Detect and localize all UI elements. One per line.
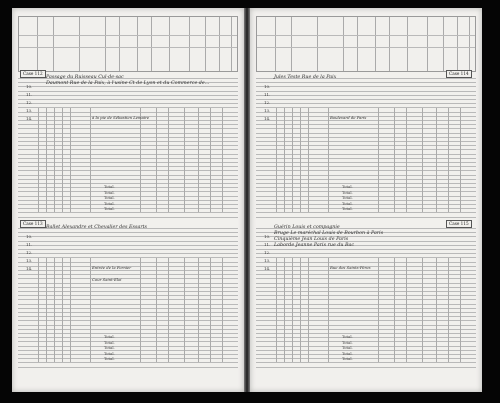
header-divider <box>317 17 318 71</box>
ruled-line <box>18 333 238 334</box>
ruled-line <box>256 133 476 134</box>
row-text: Boulevard de Paris <box>330 115 367 120</box>
ruled-line <box>18 299 238 300</box>
row-cue: 11. <box>26 92 33 97</box>
header-divider <box>457 17 458 71</box>
ruled-line <box>18 249 238 250</box>
handwritten-entry: Ballet Alexandre et Chevalier des Essarts <box>46 225 148 230</box>
ruled-line <box>18 262 238 263</box>
ruled-line <box>256 358 476 359</box>
grid-column <box>436 108 437 212</box>
ruled-line <box>18 107 238 108</box>
register-header <box>18 16 238 72</box>
handwritten-entry: Bruge Le maréchal Louis de Bourbon à Paris <box>274 231 384 236</box>
ruled-line <box>256 350 476 351</box>
grid-column <box>184 258 185 362</box>
ruled-line <box>18 95 238 96</box>
row-text: Entrée de la Fornier <box>92 265 132 270</box>
grid-column <box>156 258 157 362</box>
ruled-line <box>18 187 238 188</box>
ruled-line <box>256 112 476 113</box>
ruled-line <box>256 154 476 155</box>
ruled-line <box>18 86 238 87</box>
ruled-line <box>256 107 476 108</box>
grid-column <box>328 258 329 362</box>
ruled-line <box>18 358 238 359</box>
grid-column <box>198 108 199 212</box>
ruled-line <box>18 283 238 284</box>
grid-column <box>62 108 63 212</box>
handwritten-entry: Laborde Jeanne Paris rue du Bac <box>274 243 355 248</box>
ruled-line <box>256 354 476 355</box>
ruled-line <box>18 308 238 309</box>
total-label: Total. <box>342 334 353 339</box>
header-rule <box>19 35 237 36</box>
ruled-line <box>256 308 476 309</box>
row-cue: 14. <box>264 266 271 271</box>
grid-column <box>210 108 211 212</box>
grid-column <box>460 258 461 362</box>
row-cue: 13. <box>264 258 271 263</box>
ruled-line <box>18 287 238 288</box>
header-divider <box>137 17 138 71</box>
total-label: Total. <box>104 356 115 361</box>
grid-column <box>422 108 423 212</box>
grid-column <box>70 258 71 362</box>
handwritten-entry: Cinquième Jean Louis de Paris <box>274 237 349 242</box>
ruled-line <box>256 346 476 347</box>
ruled-line <box>256 341 476 342</box>
row-cue: 11. <box>26 242 33 247</box>
ruled-line <box>18 312 238 313</box>
right-page <box>250 8 482 392</box>
grid-column <box>436 258 437 362</box>
ruled-line <box>256 337 476 338</box>
ruled-line <box>256 103 476 104</box>
row-cue: 12. <box>264 100 271 105</box>
ruled-line <box>256 149 476 150</box>
grid-column <box>284 258 285 362</box>
grid-column <box>284 108 285 212</box>
total-label: Total. <box>104 206 115 211</box>
row-cue: 12. <box>264 250 271 255</box>
ruled-line <box>256 249 476 250</box>
ruled-line <box>18 278 238 279</box>
ruled-line <box>18 145 238 146</box>
ruled-line <box>256 128 476 129</box>
handwritten-entry: Guérin Louis et compagnie <box>274 225 340 230</box>
grid-column <box>300 108 301 212</box>
ruled-line <box>18 179 238 180</box>
row-cue: 10. <box>264 84 271 89</box>
row-cue: 13. <box>26 108 33 113</box>
total-label: Total. <box>342 350 353 356</box>
ruled-line <box>18 128 238 129</box>
grid-column <box>328 108 329 212</box>
row-text: à la pie de Sébastien Lemaire <box>92 115 150 120</box>
ruled-line <box>18 337 238 338</box>
ruled-line <box>18 175 238 176</box>
ruled-line <box>18 200 238 201</box>
ruled-line <box>18 137 238 138</box>
ruled-line <box>18 346 238 347</box>
ruled-line <box>256 145 476 146</box>
grid-column <box>38 108 39 212</box>
grid-column <box>140 108 141 212</box>
ruled-line <box>18 316 238 317</box>
ruled-line <box>256 320 476 321</box>
case-tag: Case 112 <box>20 70 46 78</box>
ruled-line <box>256 299 476 300</box>
header-divider <box>151 17 152 71</box>
grid-column <box>448 258 449 362</box>
ruled-line <box>18 162 238 163</box>
header-divider <box>443 17 444 71</box>
ruled-line <box>256 316 476 317</box>
grid-column <box>394 108 395 212</box>
ruled-line <box>18 158 238 159</box>
ruled-line <box>256 95 476 96</box>
grid-column <box>54 258 55 362</box>
total-label: Total. <box>342 195 353 200</box>
ruled-line <box>256 333 476 334</box>
ruled-line <box>256 257 476 258</box>
ruled-line <box>18 245 238 246</box>
ruled-line <box>256 253 476 254</box>
total-label: Total. <box>342 356 353 361</box>
ruled-line <box>256 262 476 263</box>
header-divider <box>343 17 344 71</box>
ruled-line <box>18 274 238 275</box>
ruled-line <box>18 196 238 197</box>
ruled-line <box>18 325 238 326</box>
total-label: Total. <box>342 339 353 345</box>
ruled-line <box>18 341 238 342</box>
grid-column <box>276 258 277 362</box>
ruled-line <box>18 149 238 150</box>
ruled-line <box>18 367 238 368</box>
ruled-line <box>18 304 238 305</box>
grid-column <box>46 258 47 362</box>
row-cue: 11. <box>264 92 271 97</box>
header-divider <box>291 17 292 71</box>
total-label: Total. <box>342 345 353 350</box>
header-divider <box>407 17 408 71</box>
grid-column <box>38 258 39 362</box>
total-label: Total. <box>342 184 353 189</box>
header-divider <box>469 17 470 71</box>
grid-column <box>394 258 395 362</box>
header-divider <box>205 17 206 71</box>
ruled-line <box>256 329 476 330</box>
ruled-line <box>256 204 476 205</box>
row-cue: 10. <box>264 234 271 239</box>
ruled-line <box>18 133 238 134</box>
grid-column <box>70 108 71 212</box>
grid-column <box>378 258 379 362</box>
total-label: Total. <box>342 200 353 206</box>
total-label: Total. <box>104 189 115 195</box>
ruled-line <box>18 204 238 205</box>
ruled-line <box>256 278 476 279</box>
total-label: Total. <box>342 189 353 195</box>
header-divider <box>189 17 190 71</box>
header-divider <box>53 17 54 71</box>
grid-column <box>308 108 309 212</box>
ruled-line <box>256 208 476 209</box>
handwritten-entry: Passage du Ruisseau Cul-de-sac <box>46 75 124 80</box>
grid-column <box>406 258 407 362</box>
total-label: Total. <box>104 339 115 345</box>
ruled-line <box>256 158 476 159</box>
row-cue: 12. <box>26 100 33 105</box>
total-label: Total. <box>104 184 115 189</box>
row-cue: 13. <box>26 258 33 263</box>
ruled-line <box>256 212 476 213</box>
ruled-line <box>18 257 238 258</box>
ruled-line <box>18 141 238 142</box>
ruled-line <box>256 124 476 125</box>
total-label: Total. <box>104 334 115 339</box>
ruled-line <box>18 295 238 296</box>
grid-column <box>198 258 199 362</box>
header-divider <box>219 17 220 71</box>
header-divider <box>427 17 428 71</box>
ruled-line <box>18 354 238 355</box>
grid-column <box>168 258 169 362</box>
ruled-line <box>256 82 476 83</box>
ruled-line <box>256 325 476 326</box>
case-tag: Case 113 <box>20 220 46 228</box>
row-cue: 14. <box>26 266 33 271</box>
ruled-line <box>18 253 238 254</box>
ruled-line <box>18 212 238 213</box>
grid-column <box>222 258 223 362</box>
header-rule <box>19 47 237 48</box>
header-divider <box>79 17 80 71</box>
case-tag: Case 114 <box>446 70 472 78</box>
ruled-line <box>18 124 238 125</box>
ruled-line <box>18 99 238 100</box>
ruled-line <box>18 103 238 104</box>
header-divider <box>169 17 170 71</box>
ruled-line <box>18 217 238 218</box>
ruled-line <box>256 170 476 171</box>
header-divider <box>119 17 120 71</box>
grid-column <box>308 258 309 362</box>
ruled-line <box>18 270 238 271</box>
total-label: Total. <box>104 195 115 200</box>
row-cue: 11. <box>264 242 271 247</box>
ruled-line <box>18 320 238 321</box>
row-cue: 10. <box>26 234 33 239</box>
total-label: Total. <box>104 345 115 350</box>
grid-column <box>54 108 55 212</box>
header-rule <box>257 35 475 36</box>
grid-column <box>406 108 407 212</box>
row-text: Rue des Saints-Pères <box>330 265 371 270</box>
grid-column <box>62 258 63 362</box>
header-divider <box>231 17 232 71</box>
header-divider <box>105 17 106 71</box>
ruled-line <box>256 175 476 176</box>
ruled-line <box>256 295 476 296</box>
ruled-line <box>256 187 476 188</box>
grid-column <box>140 258 141 362</box>
ruled-line <box>256 367 476 368</box>
ruled-line <box>18 191 238 192</box>
ruled-line <box>256 287 476 288</box>
total-label: Total. <box>342 206 353 211</box>
ruled-line <box>18 241 238 242</box>
grid-column <box>292 258 293 362</box>
ruled-line <box>18 350 238 351</box>
ruled-line <box>18 208 238 209</box>
ruled-line <box>256 304 476 305</box>
ruled-line <box>18 236 238 237</box>
grid-column <box>46 108 47 212</box>
ruled-line <box>256 183 476 184</box>
grid-column <box>184 108 185 212</box>
ruled-line <box>256 179 476 180</box>
case-tag: Case 115 <box>446 220 472 228</box>
header-divider <box>357 17 358 71</box>
ruled-line <box>256 312 476 313</box>
ruled-line <box>18 170 238 171</box>
grid-column <box>460 108 461 212</box>
header-divider <box>37 17 38 71</box>
ruled-line <box>18 291 238 292</box>
ruled-line <box>256 191 476 192</box>
grid-column <box>156 108 157 212</box>
grid-column <box>300 258 301 362</box>
ruled-line <box>18 166 238 167</box>
total-label: Total. <box>104 200 115 206</box>
header-divider <box>375 17 376 71</box>
ruled-line <box>256 162 476 163</box>
ruled-line <box>256 120 476 121</box>
ruled-line <box>18 112 238 113</box>
ruled-line <box>18 362 238 363</box>
ruled-line <box>256 99 476 100</box>
grid-column <box>292 108 293 212</box>
grid-column <box>422 258 423 362</box>
ruled-line <box>256 274 476 275</box>
grid-column <box>378 108 379 212</box>
ruled-line <box>256 86 476 87</box>
ruled-line <box>256 200 476 201</box>
grid-column <box>90 108 91 212</box>
grid-column <box>448 108 449 212</box>
grid-column <box>168 108 169 212</box>
ruled-line <box>18 91 238 92</box>
ruled-line <box>256 270 476 271</box>
row-cue: 12. <box>26 250 33 255</box>
handwritten-entry: Daumont Rue de la Paix, à l'usine Ct de Lyon et du Commerce de... <box>46 81 210 86</box>
header-divider <box>275 17 276 71</box>
total-label: Total. <box>104 350 115 356</box>
grid-column <box>276 108 277 212</box>
grid-column <box>210 258 211 362</box>
ruled-line <box>256 91 476 92</box>
grid-column <box>90 258 91 362</box>
row-cue: 13. <box>264 108 271 113</box>
left-page <box>12 8 244 392</box>
ruled-line <box>18 183 238 184</box>
ruled-line <box>256 137 476 138</box>
ruled-line <box>18 329 238 330</box>
row-cue: 14. <box>26 116 33 121</box>
header-rule <box>257 47 475 48</box>
ruled-line <box>256 217 476 218</box>
header-divider <box>389 17 390 71</box>
ruled-line <box>18 120 238 121</box>
row-cue: 10. <box>26 84 33 89</box>
ruled-line <box>18 154 238 155</box>
ruled-line <box>256 291 476 292</box>
row-cue: 14. <box>264 116 271 121</box>
handwritten-entry: Jules Teste Rue de la Paix <box>274 75 337 80</box>
ruled-line <box>256 196 476 197</box>
ruled-line <box>256 362 476 363</box>
grid-column <box>222 108 223 212</box>
ruled-line <box>256 283 476 284</box>
register-header <box>256 16 476 72</box>
ruled-line <box>256 166 476 167</box>
row-text: Cour Saint-Eloi <box>92 277 122 282</box>
ruled-line <box>256 141 476 142</box>
ruled-line <box>18 232 238 233</box>
